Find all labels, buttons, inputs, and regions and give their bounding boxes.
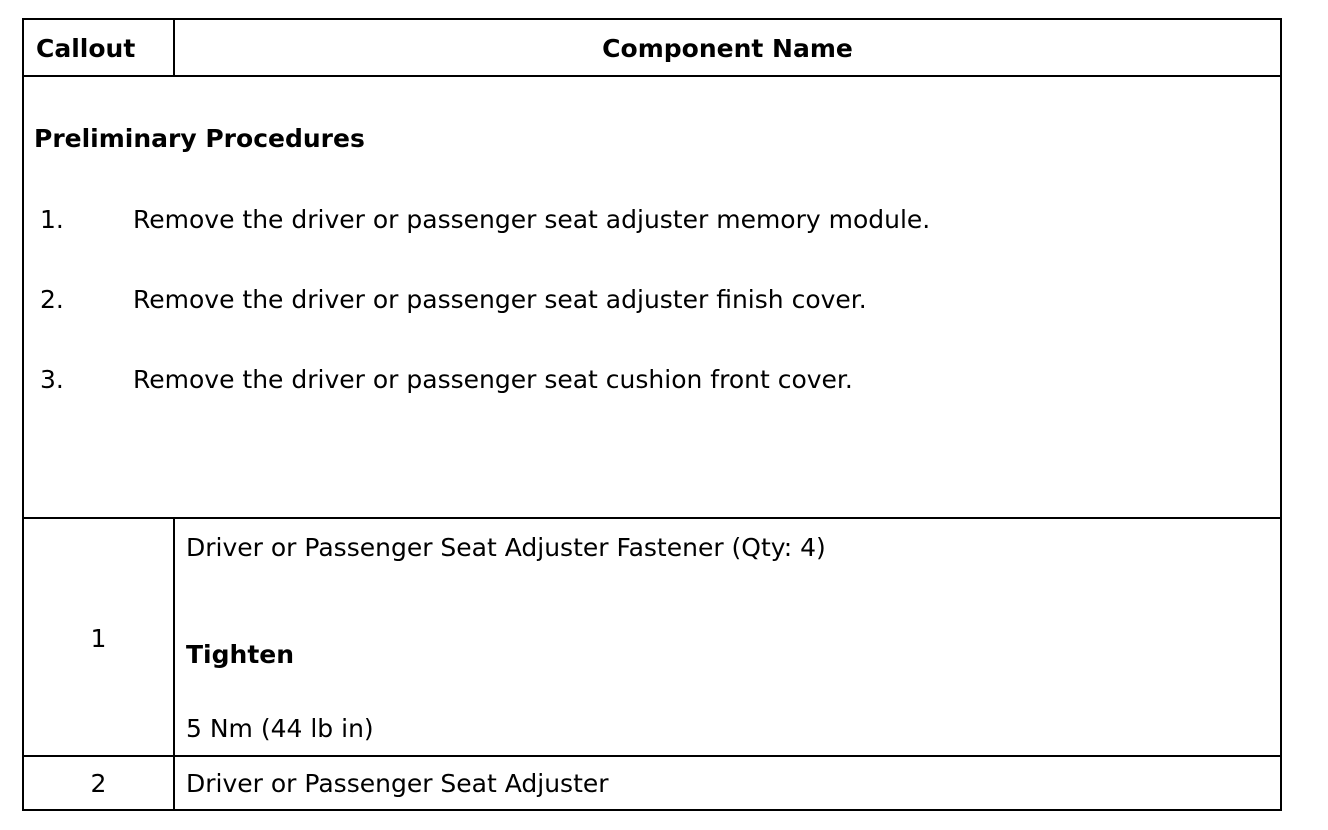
step-text: Remove the driver or passenger seat adjuster finish cover. — [133, 285, 867, 314]
step-text: Remove the driver or passenger seat adjuster memory module. — [133, 205, 931, 234]
step-text: Remove the driver or passenger seat cushion front cover. — [133, 365, 853, 394]
torque-value: 5 Nm (44 lb in) — [186, 714, 374, 743]
tighten-label: Tighten — [186, 640, 295, 669]
preliminary-divider — [24, 517, 1280, 519]
header-component-name: Component Name — [602, 34, 853, 63]
step-number: 2. — [40, 285, 64, 314]
row-component-name: Driver or Passenger Seat Adjuster — [186, 769, 609, 798]
row-component-name: Driver or Passenger Seat Adjuster Fastener (Qty: 4) — [186, 533, 826, 562]
header-callout: Callout — [36, 34, 136, 63]
preliminary-title: Preliminary Procedures — [34, 124, 365, 153]
body-column-divider — [173, 517, 175, 811]
procedure-table — [22, 18, 1282, 811]
row-callout: 2 — [90, 769, 107, 798]
row-divider — [24, 755, 1280, 757]
header-divider — [24, 75, 1280, 77]
step-number: 3. — [40, 365, 64, 394]
row-callout: 1 — [90, 624, 107, 653]
step-number: 1. — [40, 205, 64, 234]
